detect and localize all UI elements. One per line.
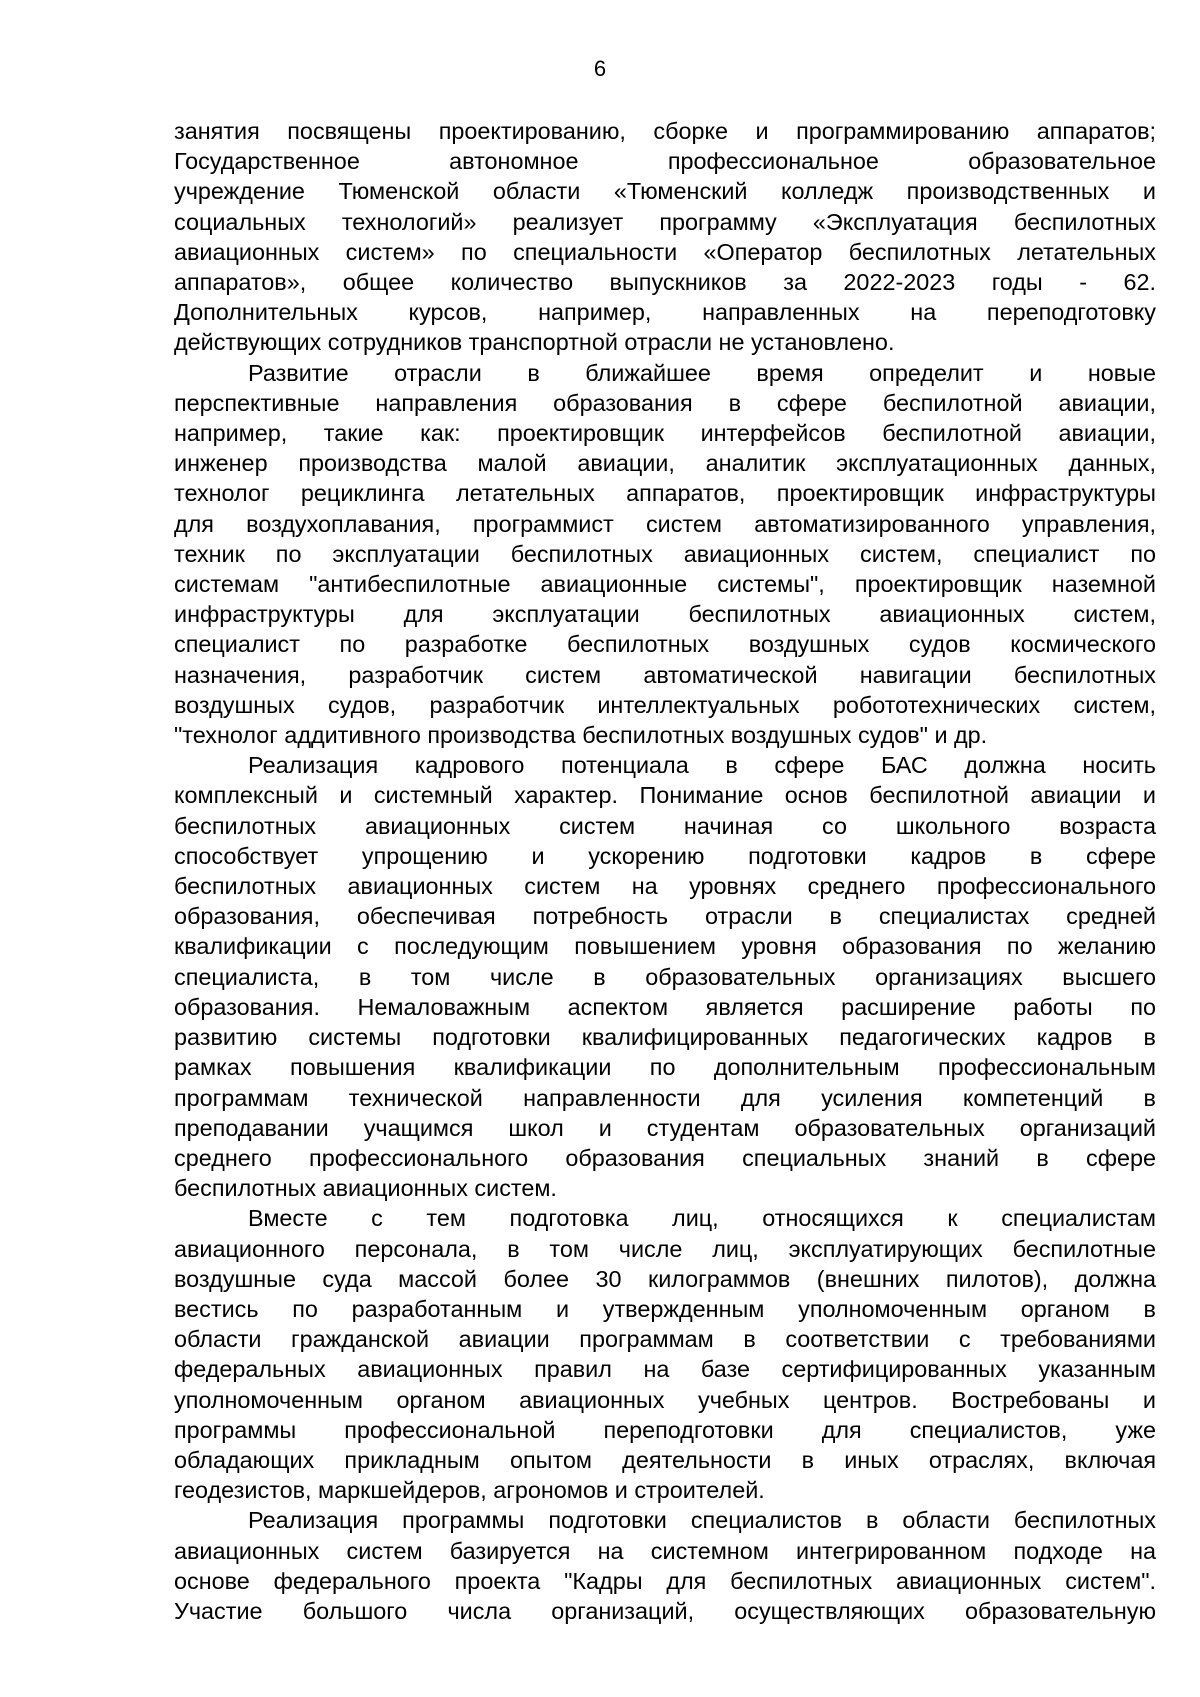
text-line: специалиста, в том числе в образовательных организациях высшего xyxy=(174,963,1156,990)
text-line: программы профессиональной переподготовки для специалистов, уже xyxy=(174,1416,1156,1443)
text-line: образования. Немаловажным аспектом является расширение работы по xyxy=(174,993,1156,1020)
text-line: комплексный и системный характер. Понимание основ беспилотной авиации и xyxy=(174,782,1156,809)
text-line: программам технической направленности для усиления компетенций в xyxy=(174,1084,1156,1111)
text-line: авиационного персонала, в том числе лиц, эксплуатирующих беспилотные xyxy=(174,1235,1156,1262)
text-line: перспективные направления образования в сфере беспилотной авиации, xyxy=(174,389,1156,416)
text-line: беспилотных авиационных систем на уровнях среднего профессионального xyxy=(174,873,1156,900)
page-number: 6 xyxy=(593,56,607,81)
paragraph xyxy=(174,116,1156,358)
text-line: действующих сотрудников транспортной отрасли не установлено. xyxy=(174,329,895,356)
text-line: инженер производства малой авиации, аналитик эксплуатационных данных, xyxy=(174,450,1156,477)
text-line: авиационных систем базируется на системном интегрированном подходе на xyxy=(174,1537,1156,1564)
text-line: Дополнительных курсов, например, направленных на переподготовку xyxy=(174,299,1156,326)
text-line: основе федерального проекта "Кадры для беспилотных авиационных систем". xyxy=(174,1567,1156,1594)
paragraph xyxy=(174,358,1156,751)
text-line: образования, обеспечивая потребность отрасли в специалистах средней xyxy=(174,903,1156,930)
text-line: беспилотных авиационных систем начиная со школьного возраста xyxy=(174,812,1156,839)
text-line: воздушные суда массой более 30 килограммов (внешних пилотов), должна xyxy=(174,1265,1156,1292)
text-line: социальных технологий» реализует программу «Эксплуатация беспилотных xyxy=(174,208,1156,235)
text-line: уполномоченным органом авиационных учебных центров. Востребованы и xyxy=(174,1386,1156,1413)
text-line: занятия посвящены проектированию, сборке и программированию аппаратов; xyxy=(174,118,1156,144)
text-line: Реализация кадрового потенциала в сфере БАС должна носить xyxy=(248,752,1156,779)
paragraph xyxy=(174,750,1156,1203)
text-line: технолог рециклинга летательных аппаратов, проектировщик инфраструктуры xyxy=(174,480,1156,507)
paragraph xyxy=(174,1505,1156,1626)
document-body xyxy=(174,116,1156,1626)
text-line: развитию системы подготовки квалифицированных педагогических кадров в xyxy=(174,1024,1156,1051)
text-line: для воздухоплавания, программист систем автоматизированного управления, xyxy=(174,510,1156,537)
text-line: федеральных авиационных правил на базе сертифицированных указанным xyxy=(174,1356,1156,1383)
text-line: Вместе с тем подготовка лиц, относящихся к специалистам xyxy=(248,1205,1156,1232)
text-line: назначения, разработчик систем автоматической навигации беспилотных xyxy=(174,661,1156,688)
text-line: Развитие отрасли в ближайшее время определит и новые xyxy=(248,359,1156,386)
text-line: воздушных судов, разработчик интеллектуальных робототехнических систем, xyxy=(174,691,1156,718)
text-line: специалист по разработке беспилотных воздушных судов космического xyxy=(174,631,1156,658)
text-line: Участие большого числа организаций, осуществляющих образовательную xyxy=(174,1597,1156,1624)
text-line: "технолог аддитивного производства беспилотных воздушных судов" и др. xyxy=(174,722,988,749)
text-line: геодезистов, маркшейдеров, агрономов и строителей. xyxy=(174,1477,765,1504)
text-line: например, такие как: проектировщик интерфейсов беспилотной авиации, xyxy=(174,420,1156,447)
text-line: вестись по разработанным и утвержденным уполномоченным органом в xyxy=(174,1295,1156,1322)
text-line: Реализация программы подготовки специалистов в области беспилотных xyxy=(248,1507,1156,1534)
text-line: среднего профессионального образования специальных знаний в сфере xyxy=(174,1144,1156,1171)
text-line: Государственное автономное профессиональное образовательное xyxy=(174,148,1156,175)
text-line: техник по эксплуатации беспилотных авиационных систем, специалист по xyxy=(174,540,1156,567)
text-line: инфраструктуры для эксплуатации беспилотных авиационных систем, xyxy=(174,601,1156,628)
text-line: преподавании учащимся школ и студентам образовательных организаций xyxy=(174,1114,1156,1141)
text-line: квалификации с последующим повышением уровня образования по желанию xyxy=(174,933,1156,960)
text-line: системам "антибеспилотные авиационные системы", проектировщик наземной xyxy=(174,571,1156,598)
text-line: авиационных систем» по специальности «Оператор беспилотных летательных xyxy=(174,238,1156,265)
text-line: беспилотных авиационных систем. xyxy=(174,1175,557,1202)
text-line: способствует упрощению и ускорению подготовки кадров в сфере xyxy=(174,842,1156,869)
text-line: рамках повышения квалификации по дополнительным профессиональным xyxy=(174,1054,1156,1081)
text-line: учреждение Тюменской области «Тюменский колледж производственных и xyxy=(174,178,1156,205)
paragraph xyxy=(174,1203,1156,1505)
text-line: обладающих прикладным опытом деятельности в иных отраслях, включая xyxy=(174,1446,1156,1473)
text-line: области гражданской авиации программам в соответствии с требованиями xyxy=(174,1326,1156,1353)
text-line: аппаратов», общее количество выпускников за 2022-2023 годы - 62. xyxy=(174,269,1156,296)
